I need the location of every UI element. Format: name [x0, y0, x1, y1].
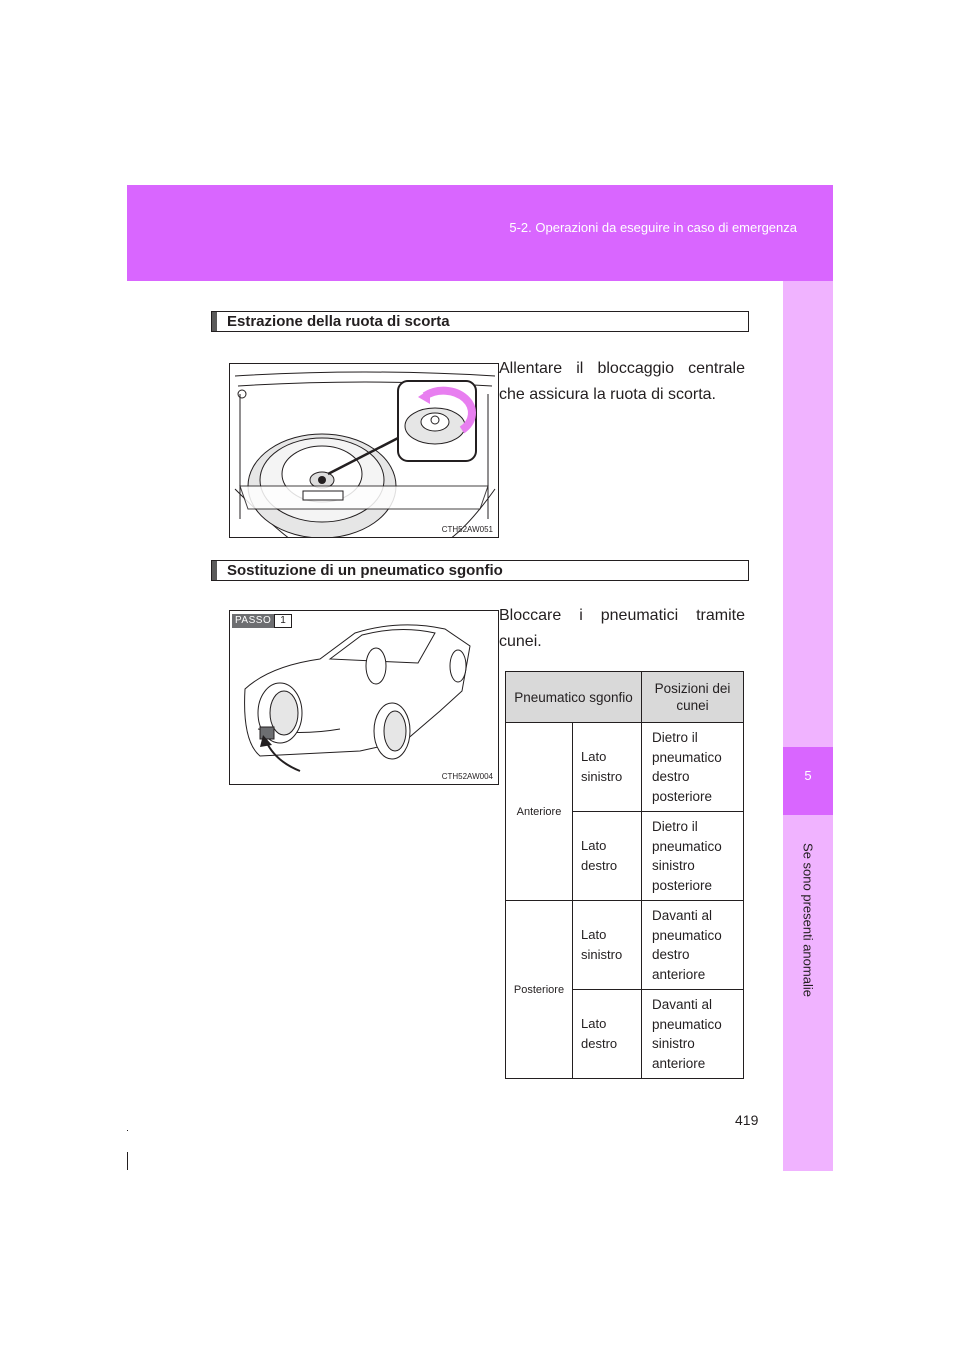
wedge-position-table	[505, 671, 744, 1079]
section-title-flat-tire	[211, 560, 749, 581]
instruction-text: Allentare il bloccaggio centrale che assicura la ruota di scorta.	[499, 360, 745, 403]
row-group-label: Posteriore	[506, 901, 573, 1079]
row-group-label: Anteriore	[506, 723, 573, 901]
section-heading: 5-2. Operazioni da eseguire in caso di emergenza	[509, 220, 797, 235]
page-number: 419	[735, 1112, 759, 1128]
section-title-text: Sostituzione di un pneumatico sgonfio	[227, 562, 503, 579]
title-bar-marker	[212, 561, 217, 580]
table-cell-position: Dietro il pneumatico destro posteriore	[642, 723, 744, 812]
section-title-text: Estrazione della ruota di scorta	[227, 313, 450, 330]
table-cell-side: Lato sinistro	[573, 723, 642, 812]
table-header: Pneumatico sgonfio	[506, 672, 642, 723]
figure-code: CTH52AW051	[441, 525, 493, 534]
car-chock-drawing	[230, 611, 499, 785]
table-header-row	[506, 672, 744, 723]
chapter-tab	[783, 281, 833, 1171]
section-title-spare-wheel	[211, 311, 749, 332]
step-word: PASSO	[232, 614, 274, 628]
table-cell-side: Lato sinistro	[573, 901, 642, 990]
table-cell-position: Dietro il pneumatico sinistro posteriore	[642, 812, 744, 901]
table-cell-side: Lato destro	[573, 990, 642, 1079]
step-number: 1	[274, 614, 292, 628]
chapter-number: 5	[804, 768, 812, 783]
crop-mark	[127, 1130, 128, 1131]
crop-mark	[127, 1152, 128, 1170]
spare-wheel-illustration	[229, 363, 499, 538]
step-badge	[232, 614, 292, 628]
table-cell-side: Lato destro	[573, 812, 642, 901]
spare-wheel-drawing	[230, 364, 499, 538]
figure-code: CTH52AW004	[441, 772, 493, 781]
table-row	[506, 723, 744, 812]
table-header: Posizioni dei cunei	[642, 672, 744, 723]
instruction-text: Bloccare i pneumatici tramite cunei.	[499, 607, 745, 650]
title-bar-marker	[212, 312, 217, 331]
chapter-label: Se sono presenti anomalie	[800, 843, 816, 997]
table-cell-position: Davanti al pneumatico destro anteriore	[642, 901, 744, 990]
table-row	[506, 901, 744, 990]
table-cell-position: Davanti al pneumatico sinistro anteriore	[642, 990, 744, 1079]
wheel-chock-illustration	[229, 610, 499, 785]
